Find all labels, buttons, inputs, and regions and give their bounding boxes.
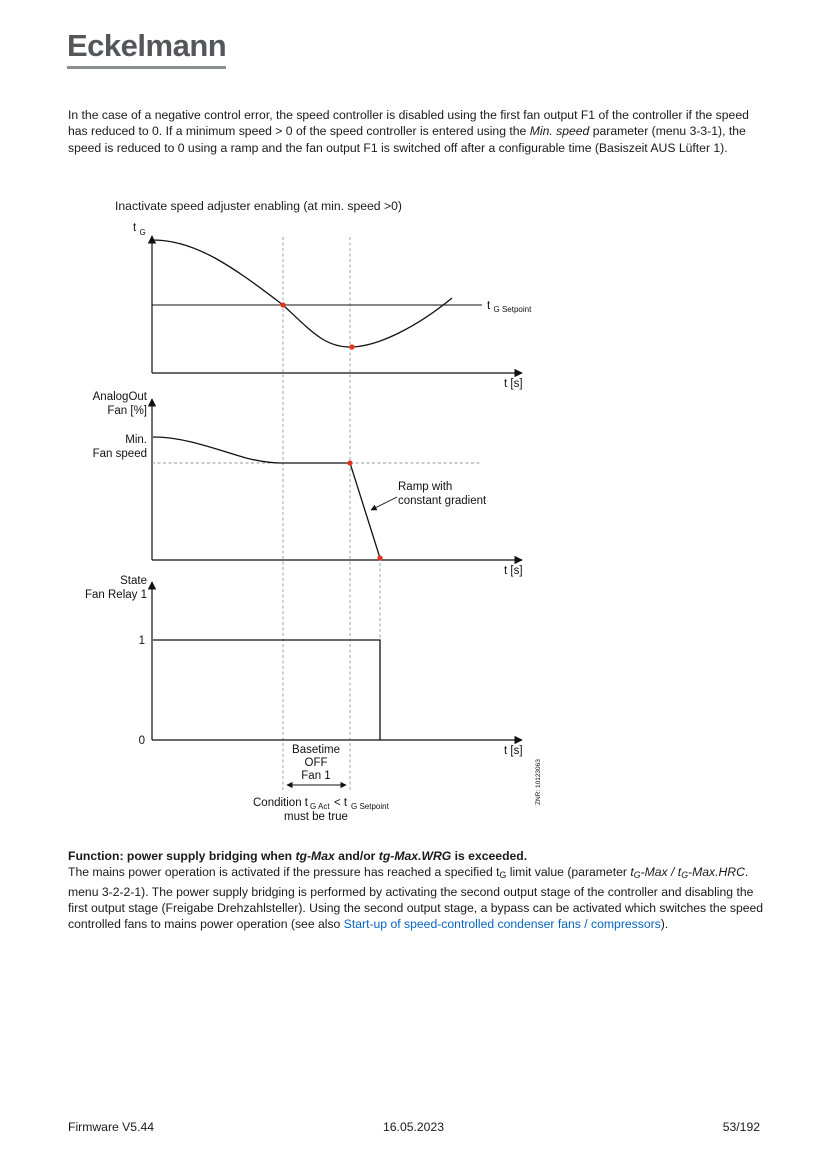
ramp-annotation-arrow [371, 497, 397, 510]
text-segment: -Max / t [640, 865, 682, 879]
ramp-end-dot [377, 555, 382, 560]
basetime-label-line3: Fan 1 [301, 770, 331, 782]
text-segment: and/or [334, 849, 379, 863]
min-fan-label-line2: Fan speed [92, 448, 147, 460]
analogout-label-line1: AnalogOut [92, 391, 147, 403]
relay-level-1: 1 [138, 635, 145, 647]
basetime-label-line1: Basetime [292, 744, 340, 756]
intro-paragraph [68, 107, 768, 156]
footer-page-number: 53/192 [722, 1120, 760, 1134]
tg-crossing-dot [280, 302, 285, 307]
analogout-label-line2: Fan [%] [107, 405, 147, 417]
tg-axis-label-sub: G [139, 228, 146, 237]
text-segment: G [499, 870, 507, 881]
function-heading [68, 848, 768, 864]
fan-time-axis-label: t [s] [504, 565, 523, 577]
text-segment: t [630, 865, 634, 879]
condition-text-sub2: G Setpoint [351, 802, 389, 811]
graph-analogout-fan [93, 391, 523, 577]
ramp-label-line1: Ramp with [398, 481, 453, 493]
condition-text-part1: Condition t [253, 797, 308, 809]
tg-setpoint-label-sub: G Setpoint [493, 305, 532, 314]
min-fan-label-line1: Min. [125, 434, 147, 446]
function-paragraph [68, 864, 768, 933]
text-segment: ). [660, 917, 669, 932]
text-segment: In the case of a negative control error, the speed controller is disabled using the first fan output F1 of the controller if the speed has reduced to 0. If a minimum speed > 0 of the speed controller is entered using the [68, 108, 749, 139]
relay-level-0: 0 [138, 735, 145, 747]
tg-time-axis-label: t [s] [504, 378, 523, 390]
eckelmann-logo: Eckelmann [67, 28, 226, 69]
basetime-label-line2: OFF [304, 757, 328, 769]
fan-output-curve [153, 437, 380, 558]
text-segment: tg-Max [295, 849, 335, 863]
speed-controlled-fans-link[interactable]: Start-up of speed-controlled condenser fans / compressors [343, 917, 661, 932]
condition-text-sub1: G Act [310, 802, 330, 811]
relay-time-axis-label: t [s] [504, 745, 523, 757]
ramp-label-line2: constant gradient [398, 495, 487, 507]
text-segment: limit value (parameter [506, 865, 631, 879]
ramp-start-dot [347, 460, 352, 465]
relay-step-curve [153, 640, 380, 740]
relay-label-line2: Fan Relay 1 [84, 589, 147, 601]
basetime-annotation [253, 744, 390, 823]
text-segment: is exceeded. [451, 849, 528, 863]
condition-text-part2: < t [334, 797, 348, 809]
relay-label-line1: State [120, 575, 147, 587]
text-segment: The mains power operation is activated if the pressure has reached a specified t [68, 865, 500, 879]
condition-text-line2: must be true [284, 811, 348, 823]
graph-fan-relay-state [85, 575, 523, 757]
text-segment: tg-Max.WRG [378, 849, 452, 863]
text-segment: -Max.HRC [688, 865, 745, 879]
footer-firmware-version: Firmware V5.44 [68, 1120, 155, 1134]
text-segment: . menu 3-2-2-1). The power supply bridging is performed by activating the second output stage of the controller and disabling the first output stage (Freigabe Drehzahlsteller). Using the second output stage, a bypass can be activated which switches the speed controlled fans to mains power operation (see also [68, 865, 764, 932]
footer-date: 16.05.2023 [383, 1120, 444, 1134]
diagram-title: Inactivate speed adjuster enabling (at min. speed >0) [115, 199, 402, 213]
text-segment: Min. speed [529, 124, 590, 139]
text-segment: G [681, 870, 689, 881]
drawing-number-vertical: ZNR: 10123063 [535, 759, 542, 805]
tg-minimum-dot [349, 344, 354, 349]
tg-setpoint-label: t [487, 300, 491, 312]
tg-axis-label: t [133, 222, 137, 234]
text-segment: Function: power supply bridging when [68, 849, 296, 863]
graph-tg [133, 222, 532, 390]
text-segment: G [633, 870, 641, 881]
text-segment: parameter (menu 3-3-1), the speed is reduced to 0 using a ramp and the fan output F1 is switched off after a configurable time (Basiszeit AUS Lüfter 1). [68, 124, 746, 155]
tg-curve [153, 240, 452, 347]
